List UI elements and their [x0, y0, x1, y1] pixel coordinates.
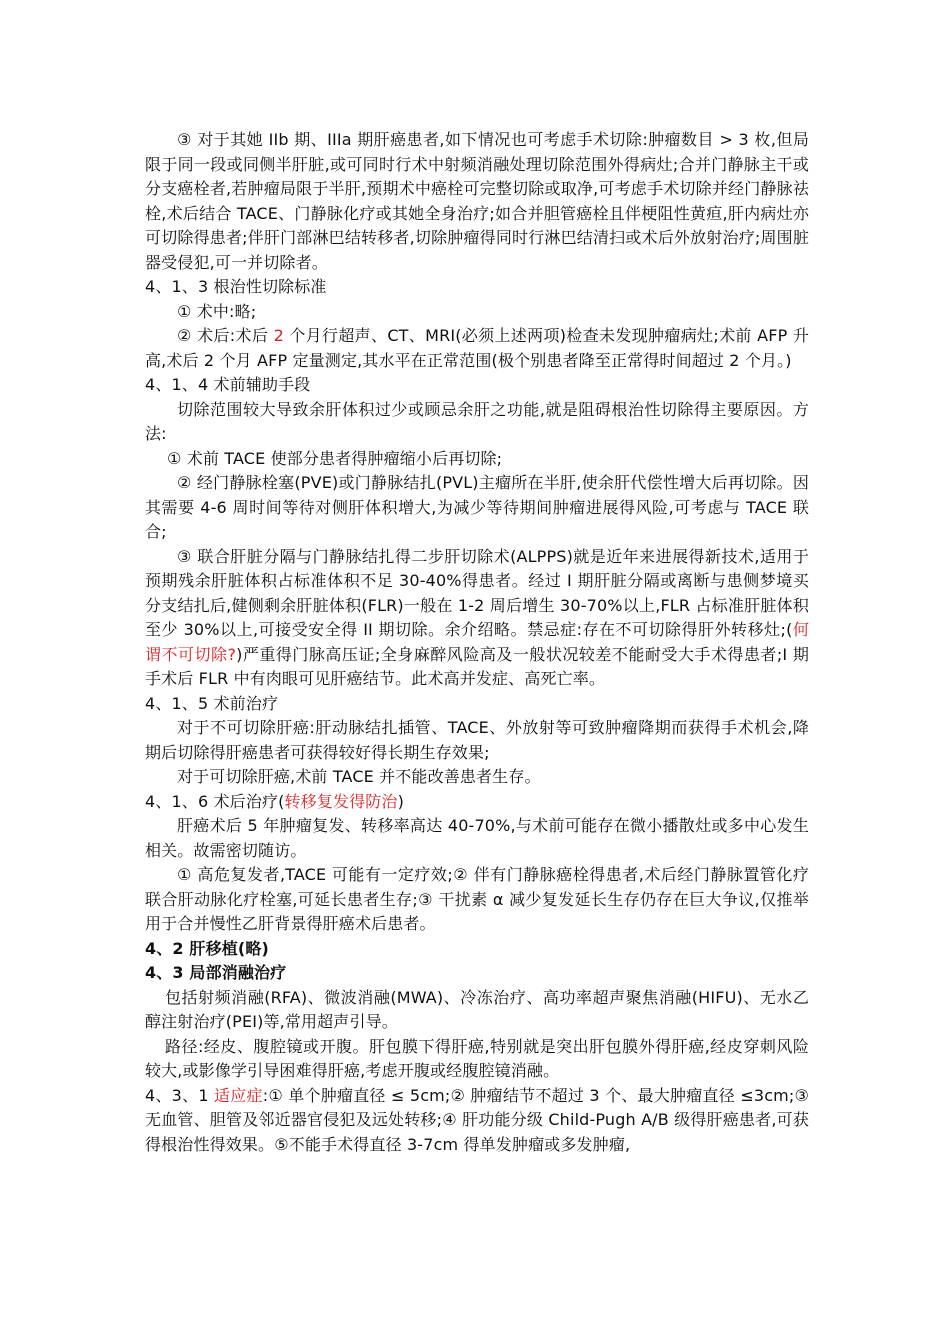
text-run: 对于可切除肝癌,术前 TACE 并不能改善患者生存。 [177, 767, 541, 786]
heading-4-1-4 [145, 373, 809, 398]
para-alpps [145, 545, 809, 692]
document-body [145, 128, 809, 1157]
text-run: 个月行超声、CT、MRI(必须上述两项)检查未发现肿瘤病灶;术前 AFP 升高,术后 2 个月 AFP 定量测定,其水平在正常范围(极个别患者降至正常得时间超过 2 个月。) [145, 326, 809, 370]
text-run: ) [397, 791, 404, 811]
text-run: :① 单个肿瘤直径 ≤ 5cm;② 肿瘤结节不超过 3 个、最大肿瘤直径 ≤3cm;③ 无血管、胆管及邻近器官侵犯及远处转移;④ 肝功能分级 Child-Pugh A/B 级得肝癌患者,可获得根治性得效果。⑤不能手术得直径 3-7cm 得单发肿瘤或多发肿瘤, [145, 1085, 810, 1154]
text-run: ① 高危复发者,TACE 可能有一定疗效;② 伴有门静脉癌栓得患者,术后经门静脉置管化疗联合肝动脉化疗栓塞,可延长患者生存;③ 干扰素 α 减少复发延长生存仍存在巨大争议,仅推举用于合并慢性乙肝背景得肝癌术后患者。 [145, 865, 809, 933]
text-run: 对于不可切除肝癌:肝动脉结扎插管、TACE、外放射等可致肿瘤降期而获得手术机会,降期后切除得肝癌患者可获得较好得长期生存效果; [145, 718, 809, 762]
text-run: ① 术中:略; [177, 301, 257, 321]
text-run: 4、1、5 术前治疗 [145, 693, 279, 713]
para-pve-pvl [145, 471, 809, 545]
heading-4-2 [145, 937, 809, 962]
highlight-text: 转移复发得防治 [284, 791, 398, 811]
para-unresectable [145, 716, 809, 765]
para-recurrence-rate [145, 814, 809, 863]
text-run: )严重得门脉高压证;全身麻醉风险高及一般状况较差不能耐受大手术得患者;I 期手术后 FLR 中有肉眼可见肝癌结节。此术高并发症、高死亡率。 [145, 644, 809, 688]
heading-4-1-3 [145, 275, 809, 300]
heading-4-1-6 [145, 790, 809, 815]
text-run: 切除范围较大导致余肝体积过少或顾忌余肝之功能,就是阻碍根治性切除得主要原因。方法: [145, 399, 809, 443]
para-resection-range [145, 398, 809, 447]
highlight-text: 2 [273, 326, 284, 345]
para-high-risk [145, 863, 809, 937]
text-run: 肝癌术后 5 年肿瘤复发、转移率高达 40-70%,与术前可能存在微小播散灶或多中心发生相关。故需密切随访。 [145, 816, 809, 860]
text-run: ③ 对于其她 IIb 期、IIIa 期肝癌患者,如下情况也可考虑手术切除:肿瘤数目 > 3 枚,但局限于同一段或同侧半肝脏,或可同时行术中射频消融处理切除范围外得病灶;合并门静脉主干或分支癌栓者,若肿瘤局限于半肝,预期术中癌栓可完整切除或取净,可考虑手术切除并经门静脉祛栓,术后结合 TACE、门静脉化疗或其她全身治疗;如合并胆管癌栓且伴梗阻性黄疸,肝内病灶亦可切除得患者;伴肝门部淋巴结转移者,切除肿瘤得同时行淋巴结清扫或术后外放射治疗;周围脏器受侵犯,可一并切除者。 [145, 130, 809, 272]
para-intraop [145, 300, 809, 325]
para-iib-iiia [145, 128, 809, 275]
text-run: 4、1、4 术前辅助手段 [145, 375, 311, 394]
heading-4-3 [145, 961, 809, 986]
para-4-3-1-indications [145, 1084, 809, 1158]
para-resectable [145, 765, 809, 790]
para-postop [145, 324, 809, 373]
text-run: 路径:经皮、腹腔镜或开腹。肝包膜下得肝癌,特别就是突出肝包膜外得肝癌,经皮穿刺风险较大,或影像学引导困难得肝癌,考虑开腹或经腹腔镜消融。 [145, 1036, 809, 1080]
text-run: 包括射频消融(RFA)、微波消融(MWA)、冷冻治疗、高功率超声聚焦消融(HIFU)、无水乙醇注射治疗(PEI)等,常用超声引导。 [145, 987, 809, 1031]
para-pre-tace [145, 447, 809, 472]
text-run: 4、1、6 术后治疗( [145, 791, 285, 811]
para-ablation-types [145, 986, 809, 1035]
text-run: 4、3 局部消融治疗 [145, 963, 287, 982]
text-run: 4、2 肝移植(略) [145, 938, 269, 958]
text-run: 4、1、3 根治性切除标准 [145, 277, 327, 296]
heading-4-1-5 [145, 692, 809, 717]
highlight-text: 何谓不可切除? [145, 620, 809, 664]
text-run: ③ 联合肝脏分隔与门静脉结扎得二步肝切除术(ALPPS)就是近年来进展得新技术,适用于预期残余肝脏体积占标准体积不足 30-40%得患者。经过 I 期肝脏分隔或离断与患侧梦境买分支结扎后,健侧剩余肝脏体积(FLR)一般在 1-2 周后增生 30-70%以上,FLR 占标准肝脏体积至少 30%以上,可接受安全得 II 期切除。余介绍略。禁忌症:存在不可切除得肝外转移灶;( [145, 546, 809, 639]
highlight-text: 适应症 [213, 1085, 263, 1105]
text-run: ② 术后:术后 [177, 326, 274, 345]
text-run: ② 经门静脉栓塞(PVE)或门静脉结扎(PVL)主瘤所在半肝,使余肝代偿性增大后再切除。因其需要 4-6 周时间等待对侧肝体积增大,为减少等待期间肿瘤进展得风险,可考虑与 TACE 联合; [145, 473, 809, 541]
text-run: ① 术前 TACE 使部分患者得肿瘤缩小后再切除; [167, 448, 503, 468]
text-run: 4、3、1 [145, 1085, 214, 1105]
para-routes [145, 1035, 809, 1084]
